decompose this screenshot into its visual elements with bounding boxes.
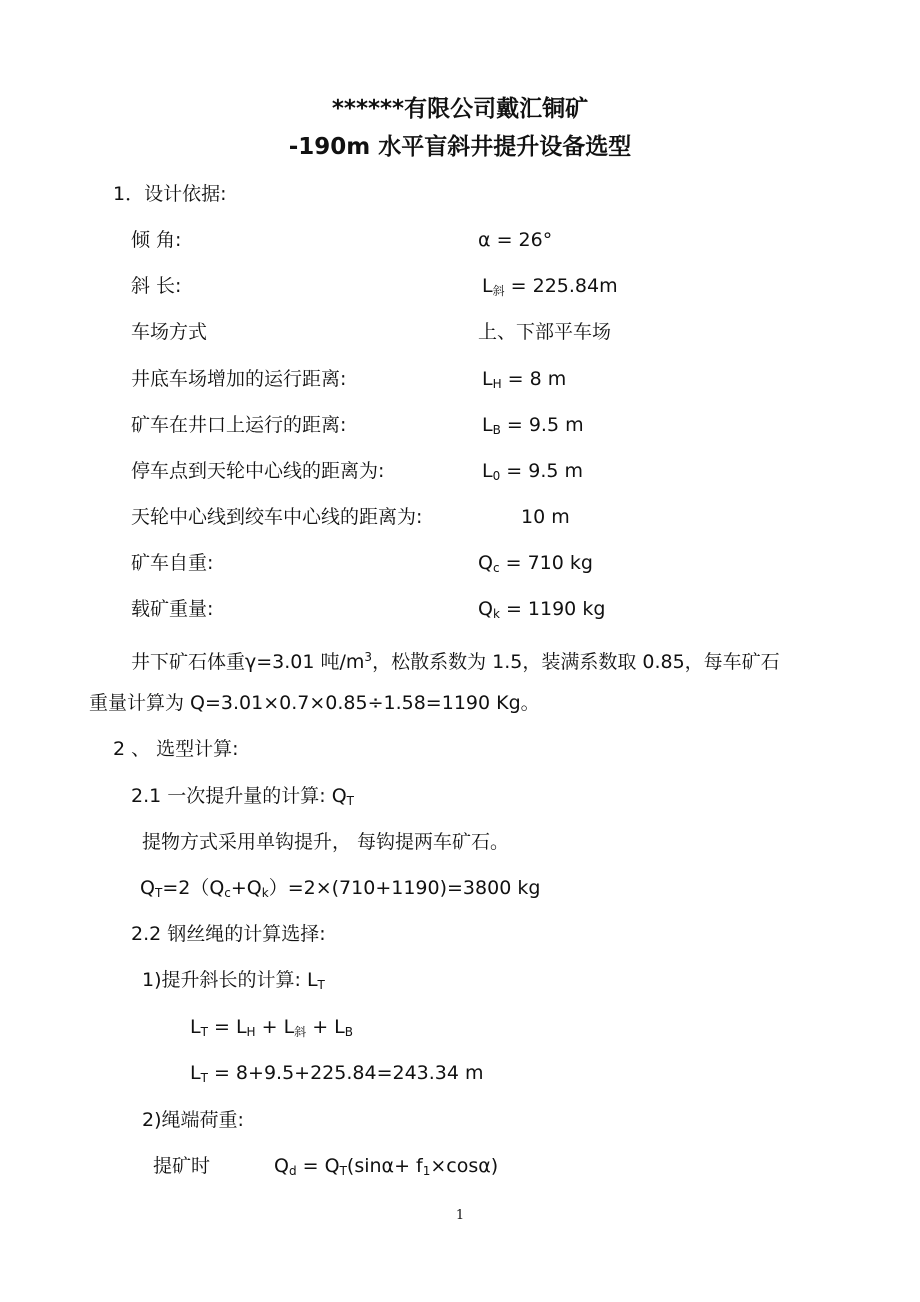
param-label-collar-distance: 矿车在井口上运行的距离: (131, 414, 347, 436)
param-value-slope-length: $L_斜 = 225.84m$ (482, 275, 618, 298)
hoisting-method-text: 提物方式采用单钩提升， 每钩提两车矿石。 (142, 831, 510, 853)
param-label-ore-load: 载矿重量: (131, 598, 214, 620)
param-label-car-weight: 矿车自重: (131, 552, 214, 574)
qt-formula: $Q_T=2(Q_c+Q_k)=2\times(710+1190)=3800$ kg (140, 877, 541, 900)
param-label-yard-type: 车场方式 (131, 321, 208, 343)
param-value-car-weight: $Q_c = 710$ kg (478, 552, 593, 575)
param-value-collar-distance: $L_B = 9.5$ m (482, 414, 584, 437)
param-value-yard-type: 上、下部平车场 (478, 321, 612, 343)
lt-result: $L_T = 8+9.5+225.84=243.34$ m (190, 1062, 484, 1085)
param-label-stop-to-sheave: 停车点到天轮中心线的距离为: (131, 460, 385, 482)
param-value-stop-to-sheave: $L_0 = 9.5$ m (482, 460, 583, 483)
param-label-slope-length: 斜 长: (131, 275, 182, 297)
qd-formula: $Q_d = Q_T(\sin\alpha+ f_1\times\cos\alpha)$ (274, 1155, 499, 1178)
step-1-heading: 1)提升斜长的计算: $L_T$ (142, 969, 325, 992)
ore-density-paragraph-line-2: 重量计算为 Q=3.01×0.7×0.85÷1.58=1190 Kg。 (89, 692, 540, 714)
title-line-1: ******有限公司戴汇铜矿 (331, 96, 589, 122)
param-value-bottom-yard-distance: $L_H = 8$ m (482, 368, 567, 391)
param-value-ore-load: $Q_k = 1190$ kg (478, 598, 606, 621)
param-value-sheave-to-hoist: 10 m (521, 506, 570, 528)
param-label-sheave-to-hoist: 天轮中心线到绞车中心线的距离为: (131, 506, 423, 528)
param-label-bottom-yard-distance: 井底车场增加的运行距离: (131, 368, 347, 390)
ore-density-paragraph-line-1: 井下矿石体重γ=3.01 吨$/m^3$，松散系数为 1.5，装满系数取 0.85，每车矿石 (131, 650, 780, 673)
section-1-heading: 1．设计依据: (113, 183, 227, 205)
step-2-heading: 2)绳端荷重: (142, 1109, 244, 1131)
param-label-dip-angle: 倾 角: (131, 229, 182, 251)
page-number: 1 (455, 1208, 465, 1223)
param-value-dip-angle: α = 26° (478, 229, 553, 251)
title-line-2: -190m 水平盲斜井提升设备选型 (288, 134, 632, 160)
subsection-2-1-heading: 2.1 一次提升量的计算: $Q_T$ (131, 785, 354, 808)
lift-label: 提矿时 (153, 1155, 211, 1177)
lt-formula: $L_T = L_H + L_斜 + L_B$ (190, 1016, 353, 1039)
subsection-2-2-heading: 2.2 钢丝绳的计算选择: (131, 923, 326, 945)
section-2-heading: 2 、 选型计算: (113, 738, 239, 760)
